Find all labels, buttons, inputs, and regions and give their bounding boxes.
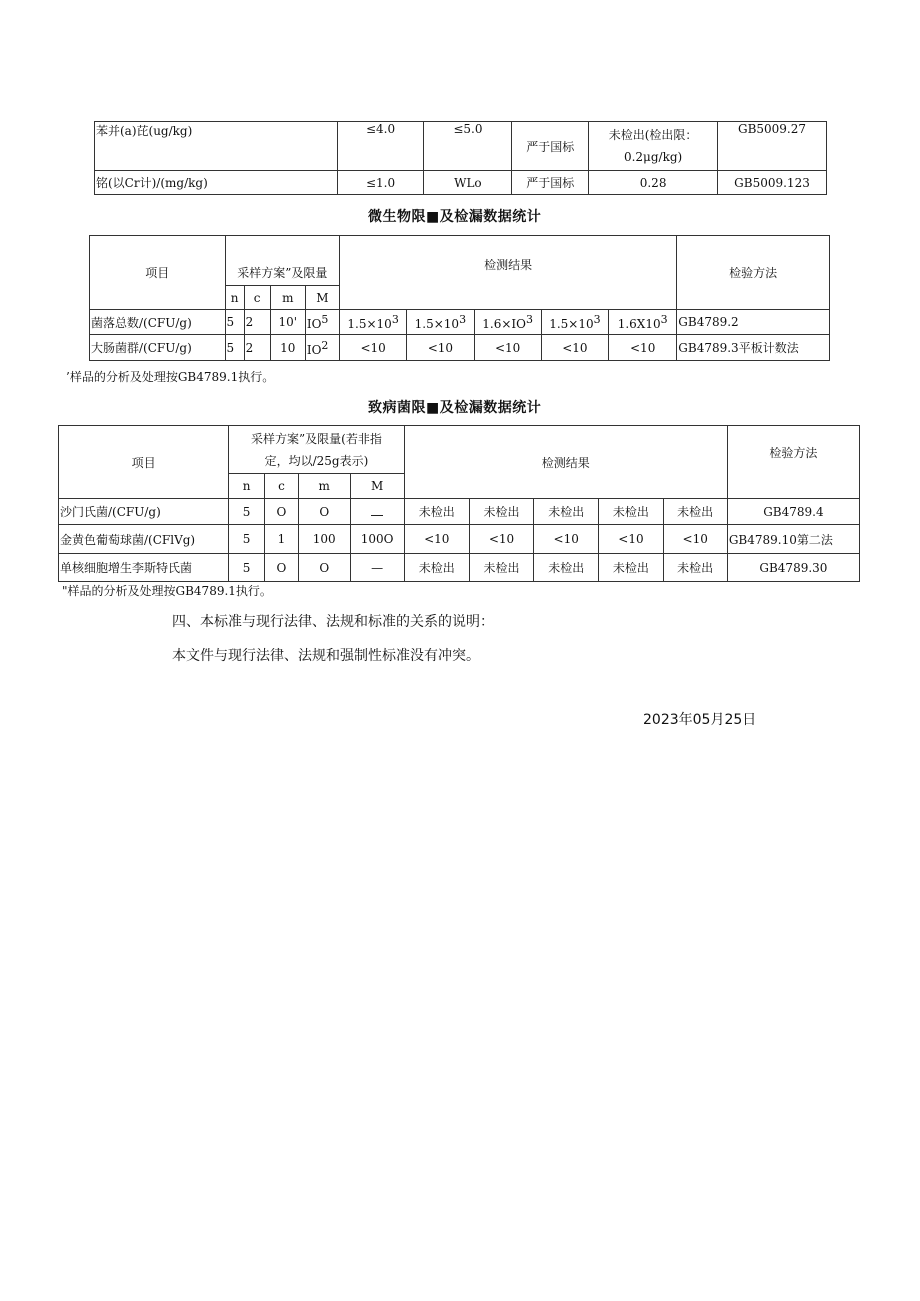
cell-text: IO	[306, 342, 322, 357]
table-cell: 严于国标	[512, 171, 589, 195]
table-cell: ≤4.0	[337, 122, 424, 171]
table-cell-line: 0.2μg/kg)	[623, 150, 683, 164]
table-cell: <10	[541, 335, 608, 361]
cell-exponent: 2	[321, 338, 329, 352]
document-date: 2023年05月25日	[643, 712, 757, 728]
table-cell	[305, 335, 339, 361]
table-cell	[609, 310, 677, 335]
table-cell: 严于国标	[512, 122, 589, 171]
header-m: m	[298, 474, 350, 499]
header-item: 项目	[90, 236, 226, 310]
header-item: 项目	[59, 426, 229, 499]
table-cell: 苯并(a)芘(ug/kg)	[95, 122, 338, 171]
table-cell: GB5009.27	[718, 122, 827, 171]
cell-text: 1.6×IO	[482, 317, 526, 331]
cell-text: 1.6X10	[617, 317, 661, 331]
table-cell: 菌落总数/(CFU/g)	[90, 310, 226, 335]
table-cell: GB5009.123	[718, 171, 827, 195]
header-c: c	[264, 474, 298, 499]
table-cell: ≤1.0	[337, 171, 424, 195]
cell-exponent: 3	[525, 313, 533, 326]
table-cell: ≤5.0	[424, 122, 512, 171]
header-M: M	[350, 474, 404, 499]
table-cell: 100	[298, 525, 350, 554]
patho-table-title: 致病菌限■及检漏数据统计	[368, 400, 542, 416]
section-heading: 四、本标准与现行法律、法规和标准的关系的说明：	[172, 614, 494, 630]
header-n: n	[229, 474, 265, 499]
table-cell: GB4789.3平板计数法	[677, 335, 830, 361]
header-results: 检测结果	[339, 236, 676, 310]
table-cell: 2	[244, 335, 270, 361]
table-cell: 10	[270, 335, 305, 361]
table-cell: 单核细胞增生李斯特氏菌	[59, 554, 229, 582]
table-cell: GB4789.2	[677, 310, 830, 335]
header-plan	[229, 426, 404, 474]
micro-table-title: 微生物限■及检漏数据统计	[368, 209, 542, 225]
table-cell: —	[350, 554, 404, 582]
header-m: m	[270, 286, 305, 310]
table-cell: 100O	[350, 525, 404, 554]
cell-exponent: 3	[391, 313, 399, 326]
table-cell	[305, 310, 339, 335]
table-cell-line: 未检出(检出限：	[608, 128, 698, 142]
table-cell	[339, 310, 406, 335]
cell-text: IO	[306, 317, 322, 331]
cell-text: 1.5×10	[414, 317, 460, 331]
table-cell: 沙门氏菌/(CFU/g)	[59, 499, 229, 525]
table-cell: <10	[609, 335, 677, 361]
table-cell: 5	[229, 554, 265, 582]
table-cell: 5	[229, 499, 265, 525]
table-cell: <10	[407, 335, 474, 361]
table-cell: <10	[599, 525, 663, 554]
table-cell: 未检出	[599, 554, 663, 582]
micro-table	[89, 235, 830, 361]
cell-exponent: 3	[459, 313, 467, 326]
header-plan-line: 采样方案”及限量(若非指	[251, 431, 382, 446]
table-cell	[407, 310, 474, 335]
table-cell: 5	[225, 335, 244, 361]
table-cell: 未检出	[469, 499, 533, 525]
table-cell	[474, 310, 541, 335]
micro-footnote: ’样品的分析及处理按GB4789.1执行。	[66, 370, 275, 384]
header-results: 检测结果	[404, 426, 727, 499]
header-c: c	[244, 286, 270, 310]
table-cell: <10	[404, 525, 469, 554]
table-cell: 5	[225, 310, 244, 335]
table-cell: O	[264, 554, 298, 582]
cell-exponent: 5	[321, 313, 329, 326]
table-cell: 金黄色葡萄球菌/(CFlVg)	[59, 525, 229, 554]
table-cell: 10'	[270, 310, 305, 335]
table-cell: WLo	[424, 171, 512, 195]
table-cell	[541, 310, 608, 335]
table-cell: GB4789.4	[727, 499, 859, 525]
contaminant-table	[94, 121, 827, 195]
table-cell: 铭(以Cr计)/(mg/kg)	[95, 171, 338, 195]
header-M: M	[305, 286, 339, 310]
table-cell: 未检出	[663, 554, 727, 582]
table-cell: <10	[534, 525, 599, 554]
header-n: n	[225, 286, 244, 310]
cell-text: 1.5×10	[347, 317, 392, 331]
table-cell: 未检出	[534, 499, 599, 525]
pathogen-table	[58, 425, 860, 582]
cell-exponent: 3	[660, 313, 668, 326]
header-method: 检验方法	[677, 236, 830, 310]
table-cell: <10	[474, 335, 541, 361]
table-cell: <10	[469, 525, 533, 554]
section-body: 本文件与现行法律、法规和强制性标准没有冲突。	[172, 648, 480, 664]
table-cell: GB4789.30	[727, 554, 859, 582]
table-cell: 大肠菌群/(CFU/g)	[90, 335, 226, 361]
table-cell	[350, 499, 404, 525]
table-cell: 1	[264, 525, 298, 554]
table-cell: 未检出	[599, 499, 663, 525]
table-cell: 未检出	[534, 554, 599, 582]
table-cell: 未检出	[469, 554, 533, 582]
table-cell: GB4789.10第二法	[727, 525, 859, 554]
header-plan-line: 定，均以/25g表示)	[264, 453, 369, 468]
patho-footnote: "样品的分析及处理按GB4789.1执行。	[62, 584, 272, 598]
table-cell: <10	[339, 335, 406, 361]
dash-mark	[371, 507, 383, 516]
header-plan: 采样方案”及限量	[225, 236, 339, 286]
table-cell: O	[298, 554, 350, 582]
table-cell: O	[264, 499, 298, 525]
cell-exponent: 3	[593, 313, 601, 326]
table-cell: 5	[229, 525, 265, 554]
table-cell: <10	[663, 525, 727, 554]
header-method: 检验方法	[727, 426, 859, 499]
table-cell: 2	[244, 310, 270, 335]
table-cell: 未检出	[663, 499, 727, 525]
table-cell: 未检出	[404, 499, 469, 525]
table-cell: O	[298, 499, 350, 525]
table-cell: 0.28	[589, 171, 718, 195]
cell-text: 1.5×10	[549, 317, 594, 331]
table-cell	[589, 122, 718, 171]
table-cell: 未检出	[404, 554, 469, 582]
